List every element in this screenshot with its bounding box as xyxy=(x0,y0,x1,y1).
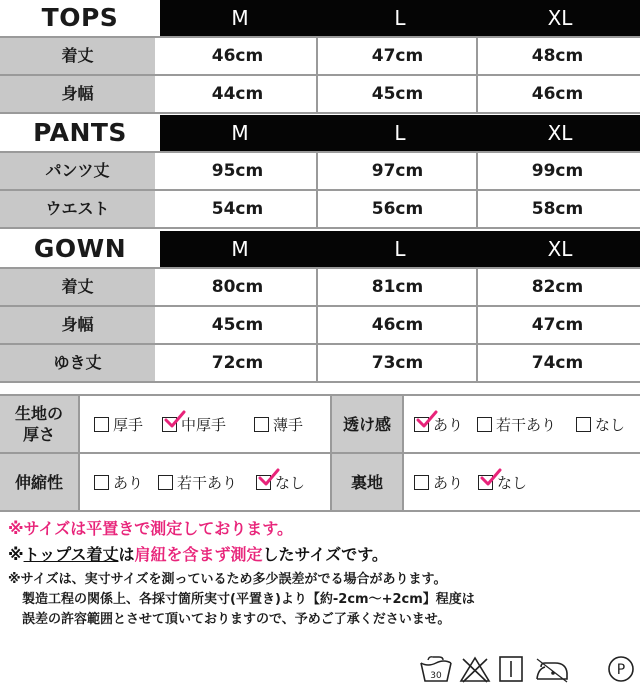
note-tolerance-line3: 誤差の許容範囲とさせて頂いておりますので、予めご了承くださいませ。 xyxy=(22,612,451,627)
divider xyxy=(316,269,318,305)
sheer-option-slight[interactable] xyxy=(477,396,556,452)
checkbox[interactable] xyxy=(158,475,173,490)
option-label: あり xyxy=(433,415,464,434)
divider xyxy=(316,345,318,381)
option-label: 薄手 xyxy=(273,415,304,434)
note-strap-excluded: 肩紐を含まず測定 xyxy=(134,545,263,564)
table-row xyxy=(0,191,640,227)
divider xyxy=(0,112,640,114)
size-col-l: L xyxy=(394,237,406,261)
value-cell: 46cm xyxy=(371,315,424,335)
note-tops-length xyxy=(8,542,388,565)
checkbox[interactable] xyxy=(254,417,269,432)
divider xyxy=(0,227,640,229)
checkbox[interactable] xyxy=(94,475,109,490)
value-cell: 73cm xyxy=(371,353,424,373)
thickness-option-medium[interactable] xyxy=(162,396,226,452)
divider xyxy=(316,38,318,74)
size-col-xl: XL xyxy=(547,6,573,30)
checkmark-icon xyxy=(164,410,186,430)
value-cell: 99cm xyxy=(531,161,584,181)
option-label: 若干あり xyxy=(177,473,238,492)
row-label: 着丈 xyxy=(0,269,155,305)
checkbox[interactable] xyxy=(414,417,429,432)
size-col-l: L xyxy=(394,6,406,30)
note-text: したサイズです。 xyxy=(262,545,388,564)
divider xyxy=(316,191,318,227)
value-cell: 45cm xyxy=(371,84,424,104)
checkbox[interactable] xyxy=(576,417,591,432)
dry-clean-letter: P xyxy=(616,662,626,678)
thickness-option-thin[interactable] xyxy=(254,396,303,452)
value-cell: 44cm xyxy=(211,84,264,104)
sheer-option-none[interactable] xyxy=(576,396,625,452)
value-cell: 58cm xyxy=(531,199,584,219)
value-cell: 47cm xyxy=(371,46,424,66)
value-cell: 80cm xyxy=(211,277,264,297)
thickness-label xyxy=(0,396,78,452)
row-label: パンツ丈 xyxy=(0,153,155,189)
size-col-l: L xyxy=(394,121,406,145)
divider xyxy=(316,76,318,112)
value-cell: 48cm xyxy=(531,46,584,66)
checkbox[interactable] xyxy=(162,417,177,432)
note-flat-measure: ※サイズは平置きで測定しております。 xyxy=(8,519,293,538)
value-cell: 47cm xyxy=(531,315,584,335)
option-label: あり xyxy=(433,473,464,492)
sheer-option-yes[interactable] xyxy=(414,396,463,452)
divider xyxy=(476,269,478,305)
divider xyxy=(402,396,404,452)
stretch-option-slight[interactable] xyxy=(158,454,237,510)
lining-option-none[interactable] xyxy=(478,454,527,510)
do-not-bleach-icon xyxy=(458,654,492,684)
thickness-label-line1: 生地の xyxy=(14,404,63,423)
table-row xyxy=(0,153,640,189)
note-tops-length-term: トップス着丈 xyxy=(23,545,119,564)
table-row xyxy=(0,38,640,74)
value-cell: 72cm xyxy=(211,353,264,373)
hand-wash-30-icon xyxy=(418,654,454,684)
gown-header xyxy=(0,231,640,267)
table-row xyxy=(0,269,640,305)
section-title: TOPS xyxy=(41,3,119,32)
pants-header xyxy=(0,115,640,151)
size-col-m: M xyxy=(231,121,249,145)
stretch-option-yes[interactable] xyxy=(94,454,143,510)
value-cell: 54cm xyxy=(211,199,264,219)
size-col-xl: XL xyxy=(547,237,573,261)
option-label: なし xyxy=(497,473,528,492)
table-row xyxy=(0,345,640,381)
table-row xyxy=(0,307,640,343)
divider xyxy=(476,191,478,227)
lining-option-yes[interactable] xyxy=(414,454,463,510)
option-label: 中厚手 xyxy=(181,415,227,434)
divider xyxy=(78,454,80,510)
row-label: 身幅 xyxy=(0,307,155,343)
checkbox[interactable] xyxy=(256,475,271,490)
note-text: は xyxy=(118,545,135,564)
checkbox[interactable] xyxy=(414,475,429,490)
option-label: 厚手 xyxy=(113,415,144,434)
checkmark-icon xyxy=(258,468,280,488)
checkbox[interactable] xyxy=(478,475,493,490)
tops-header xyxy=(0,0,640,36)
row-label: ウエスト xyxy=(0,191,155,227)
row-label: ゆき丈 xyxy=(0,345,155,381)
stretch-option-none[interactable] xyxy=(256,454,305,510)
sheer-label-text: 透け感 xyxy=(342,414,391,434)
divider xyxy=(316,307,318,343)
note-tolerance-line2: 製造工程の関係上、各採寸箇所実寸(平置き)より【約-2cm〜+2cm】程度は xyxy=(22,592,475,607)
row-label: 着丈 xyxy=(0,38,155,74)
thickness-label-line2: 厚さ xyxy=(22,425,55,444)
option-label: 若干あり xyxy=(496,415,557,434)
size-col-m: M xyxy=(231,6,249,30)
dry-clean-p-icon xyxy=(606,654,636,684)
option-label: なし xyxy=(595,415,626,434)
sheer-label xyxy=(332,396,402,452)
divider xyxy=(476,76,478,112)
section-title: PANTS xyxy=(33,118,127,147)
divider xyxy=(0,381,640,383)
low-iron-icon xyxy=(532,654,572,684)
checkbox[interactable] xyxy=(477,417,492,432)
divider xyxy=(402,454,404,510)
value-cell: 95cm xyxy=(211,161,264,181)
note-mark: ※ xyxy=(8,545,24,564)
checkbox[interactable] xyxy=(94,417,109,432)
value-cell: 46cm xyxy=(211,46,264,66)
thickness-option-thick[interactable] xyxy=(94,396,143,452)
size-col-m: M xyxy=(231,237,249,261)
divider xyxy=(476,345,478,381)
value-cell: 56cm xyxy=(371,199,424,219)
checkmark-icon xyxy=(416,410,438,430)
section-title: GOWN xyxy=(33,234,127,263)
divider xyxy=(316,153,318,189)
value-cell: 81cm xyxy=(371,277,424,297)
value-cell: 74cm xyxy=(531,353,584,373)
divider xyxy=(78,396,80,452)
row-label: 身幅 xyxy=(0,76,155,112)
checkmark-icon xyxy=(480,468,502,488)
line-dry-icon xyxy=(496,654,526,684)
divider xyxy=(476,153,478,189)
value-cell: 45cm xyxy=(211,315,264,335)
divider xyxy=(476,38,478,74)
value-cell: 82cm xyxy=(531,277,584,297)
table-row xyxy=(0,76,640,112)
option-label: あり xyxy=(113,473,144,492)
wash-temp-label: 30 xyxy=(430,671,442,681)
option-label: なし xyxy=(275,473,306,492)
lining-label xyxy=(332,454,402,510)
stretch-label xyxy=(0,454,78,510)
note-tolerance-line1: ※サイズは、実寸サイズを測っているため多少誤差がでる場合があります。 xyxy=(8,572,447,587)
lining-label-text: 裏地 xyxy=(350,472,383,492)
stretch-label-text: 伸縮性 xyxy=(14,472,63,492)
value-cell: 97cm xyxy=(371,161,424,181)
value-cell: 46cm xyxy=(531,84,584,104)
size-col-xl: XL xyxy=(547,121,573,145)
fabric-attributes-table xyxy=(0,394,640,512)
divider xyxy=(476,307,478,343)
